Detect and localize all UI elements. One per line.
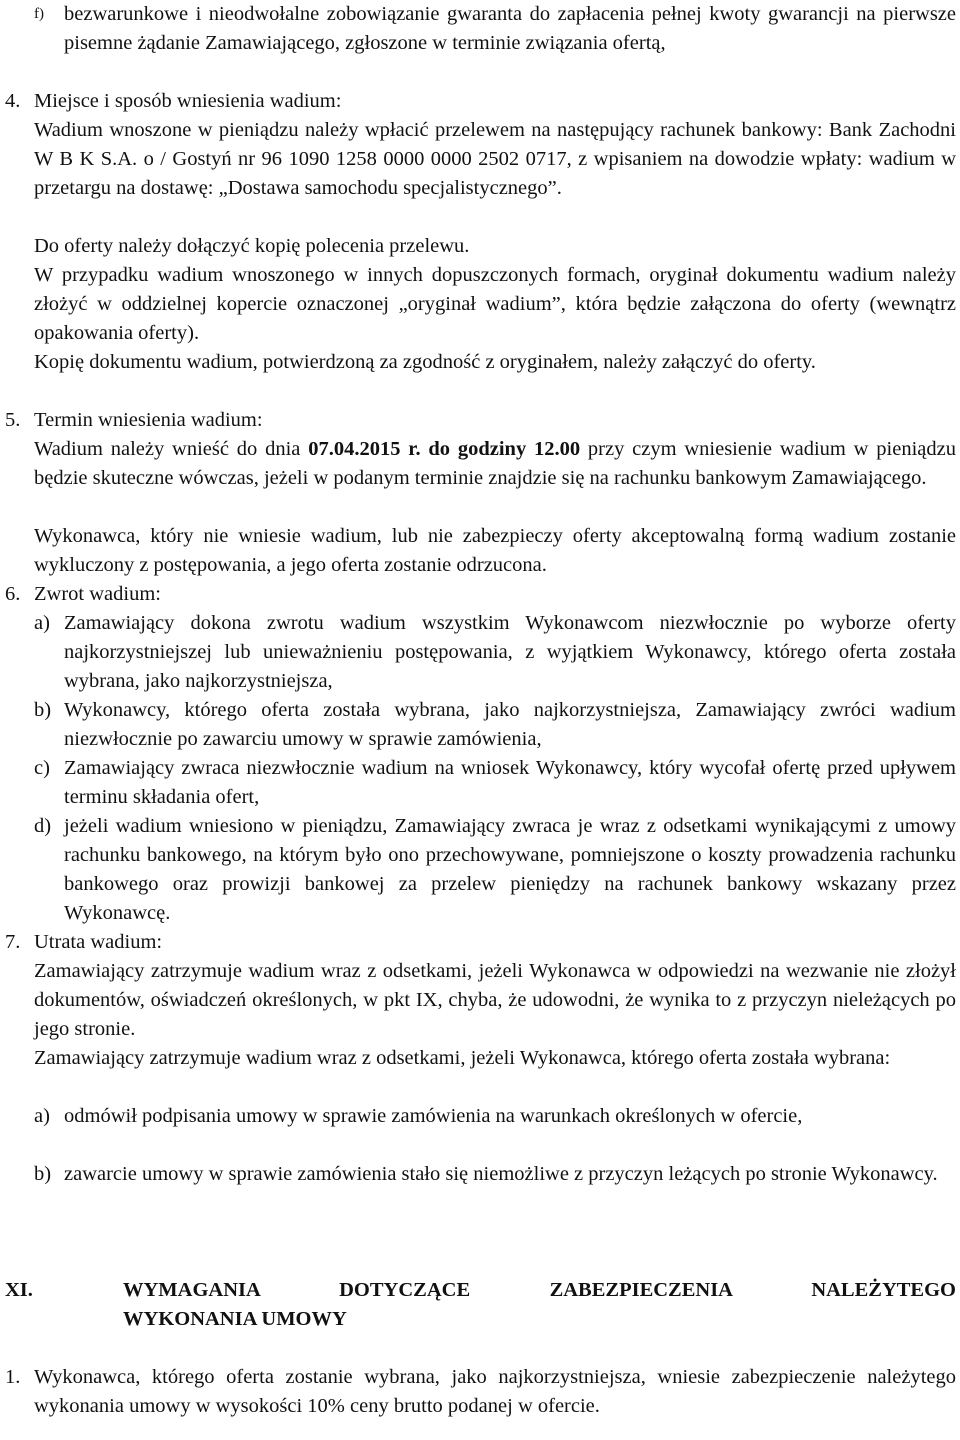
list-item: odmówił podpisania umowy w sprawie zamówienia na warunkach określonych w ofercie, [64,1105,803,1127]
section-number: 1. [5,1366,21,1388]
list-marker: d) [34,815,52,837]
list-marker: b) [34,1163,52,1185]
section-number: 7. [5,931,21,953]
section-number: 5. [5,409,21,431]
paragraph: Wykonawca, którego oferta zostanie wybrana, jako najkorzystniejsza, wniesie zabezpieczenie należytego wykonania umowy w wysokości 10% ceny brutto podanej w ofercie. [34,1366,956,1417]
paragraph: W przypadku wadium wnoszonego w innych dopuszczonych formach, oryginał dokumentu wadium należy złożyć w oddzielnej kopercie oznaczonej „oryginał wadium”, która będzie załączona do oferty (wewnątrz opakowania oferty). [34,264,956,344]
paragraph: Do oferty należy dołączyć kopię polecenia przelewu. [34,235,470,257]
chapter-title-line-1: WYMAGANIA DOTYCZĄCE ZABEZPIECZENIA NALEŻYTEGO [123,1279,956,1301]
list-marker: b) [34,699,52,721]
list-item: Wykonawcy, którego oferta została wybrana, jako najkorzystniejsza, Zamawiający zwróci wadium niezwłocznie po zawarciu umowy w sprawie zamówienia, [64,699,956,750]
list-marker: a) [34,1105,50,1127]
list-item: zawarcie umowy w sprawie zamówienia stało się niemożliwe z przyczyn leżących po stronie Wykonawcy. [64,1163,938,1185]
paragraph: Wykonawca, który nie wniesie wadium, lub nie zabezpieczy oferty akceptowalną formą wadium zostanie wykluczony z postępowania, a jego oferta zostanie odrzucona. [34,525,956,576]
paragraph: Kopię dokumentu wadium, potwierdzoną za zgodność z oryginałem, należy załączyć do oferty. [34,351,816,373]
list-item: Zamawiający dokona zwrotu wadium wszystkim Wykonawcom niezwłocznie po wyborze oferty najkorzystniejszej lub unieważnieniu postępowania, z wyjątkiem Wykonawcy, którego oferta została wybrana, jako najkorzystniejsza, [64,612,956,692]
paragraph: Wadium należy wnieść do dnia 07.04.2015 r. do godziny 12.00 przy czym wniesienie wadium w pieniądzu będzie skuteczne wówczas, jeżeli w podanym terminie znajdzie się na rachunku bankowym Zamawiającego. [34,438,956,489]
deadline-date: 07.04.2015 r. do godziny 12.00 [308,438,581,460]
section-number: 4. [5,90,21,112]
list-item: Zamawiający zwraca niezwłocznie wadium na wniosek Wykonawcy, który wycofał ofertę przed upływem terminu składania ofert, [64,757,956,808]
chapter-title-line-2: WYKONANIA UMOWY [123,1308,347,1330]
chapter-number: XI. [5,1279,33,1301]
section-title: Termin wniesienia wadium: [34,409,263,431]
paragraph: bezwarunkowe i nieodwołalne zobowiązanie gwaranta do zapłacenia pełnej kwoty gwarancji na pierwsze pisemne żądanie Zamawiającego, zgłoszone w terminie związania ofertą, [64,3,956,54]
list-item: jeżeli wadium wniesiono w pieniądzu, Zamawiający zwraca je wraz z odsetkami wynikającymi z umowy rachunku bankowego, na którym było ono przechowywane, pomniejszone o koszty prowadzenia rachunku bankowego oraz prowizji bankowej za przelew pieniędzy na rachunek bankowy wskazany przez Wykonawcę. [64,815,956,924]
list-marker: f) [34,6,44,22]
section-title: Utrata wadium: [34,931,163,953]
list-marker: a) [34,612,50,634]
paragraph: Zamawiający zatrzymuje wadium wraz z odsetkami, jeżeli Wykonawca w odpowiedzi na wezwanie nie złożył dokumentów, oświadczeń określonych, w pkt IX, chyba, że udowodni, że wynika to z przyczyn nieleżących po jego stronie. [34,960,956,1040]
section-title: Zwrot wadium: [34,583,161,605]
paragraph: Zamawiający zatrzymuje wadium wraz z odsetkami, jeżeli Wykonawca, którego oferta została wybrana: [34,1047,891,1069]
paragraph: Wadium wnoszone w pieniądzu należy wpłacić przelewem na następujący rachunek bankowy: Bank Zachodni W B K S.A. o / Gostyń nr 96 1090 1258 0000 0000 2502 0717, z wpisaniem na dowodzie wpłaty: wadium w przetargu na dostawę: „Dostawa samochodu specjalistycznego”. [34,119,956,199]
section-number: 6. [5,583,21,605]
section-title: Miejsce i sposób wniesienia wadium: [34,90,342,112]
list-marker: c) [34,757,50,779]
